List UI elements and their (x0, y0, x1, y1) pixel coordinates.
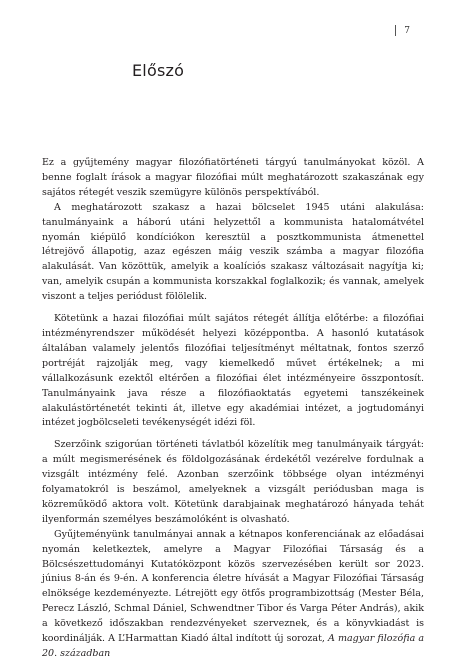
paragraph-5 (42, 528, 424, 662)
paragraph-5-text: Gyűjteményünk tanulmányai annak a kétnapos konferenciának az előadásai nyomán keletkeztek, amelyre a Magyar Filozófiai Társaság és a Bölcsészettudományi Kutatóközpont közös szervezésében került sor 2023. június 8-án és 9-én. A konferencia életre hívását a Magyar Filozófiai Társaság elnöksége kezdeményezte. Létrejött egy ötfős programbizottság (Mester Béla, Perecz László, Schmal Dániel, Schwendtner Tibor és Varga Péter András), akik a következő időszakban rendezvényeket szerveznek, és a könyvkiadást is koordinálják. A L’Harmattan Kiadó által indított új sorozat, (42, 528, 424, 645)
paragraph-3: Kötetünk a hazai filozófiai múlt sajátos rétegét állítja előtérbe: a filozófiai intézményrendszer működését helyezi középpontba. A hasonló kutatások általában valamely jelentős filozófiai teljesítményt méltatnak, fontos szerző portréját rajzolják meg, vagy kiemelkedő művet értékelnek; a mi vállalkozásunk ezektől eltérően a filozófiai élet intézményeire összpontosít. Tanulmányaink java része a filozófiaoktatás egyetemi tanszékeinek alakulástörténetét tekinti át, illetve egy akadémiai intézet, a jogtudományi intézet jogbölcseleti tevékenységét idézi föl. (42, 313, 424, 429)
running-head (395, 25, 410, 36)
paragraph-1: Ez a gyűjtemény magyar filozófiatörténeti tárgyú tanulmányokat közöl. A benne foglalt írások a magyar filozófiai múlt meghatározott szakaszának egy sajátos rétegét veszik szemügyre különös perspektívából. (42, 157, 424, 198)
body-text (42, 156, 424, 662)
series-title: A magyar filozófia a 20. században (42, 633, 424, 659)
paragraph-4: Szerzőink szigorúan történeti távlatból közelítik meg tanulmányaik tárgyát: a múlt megismerésének és földolgozásának érdekétől vezérelve fordulnak a vizsgált intézmény felé. Azonban szerzőink többsége olyan intézményi folyamatokról is beszámol, amelyeknek a vizsgált periódusban maga is közreműködő aktora volt. Kötetünk darabjainak meghatározó hányada tehát ilyenformán személyes beszámolóként is olvasható. (42, 439, 424, 525)
chapter-title: Előszó (132, 61, 185, 80)
paragraph-2: A meghatározott szakasz a hazai bölcselet 1945 utáni alakulása: tanulmányaink a háború utáni helyzettől a kommunista hatalomátvétel nyomán kiépülő kondíciókon keresztül a posztkommunista átmenettel létrejövő állapotig, azaz egészen máig veszik számba a magyar filozófia alakulását. Van közöttük, amelyik a koalíciós szakasz változásait nagyítja ki; van, amelyik csupán a kommunista korszakkal foglalkozik; és vannak, amelyek viszont a teljes periódust fölölelik. (42, 201, 424, 303)
page-number: 7 (404, 25, 410, 36)
running-head-divider (395, 25, 396, 36)
